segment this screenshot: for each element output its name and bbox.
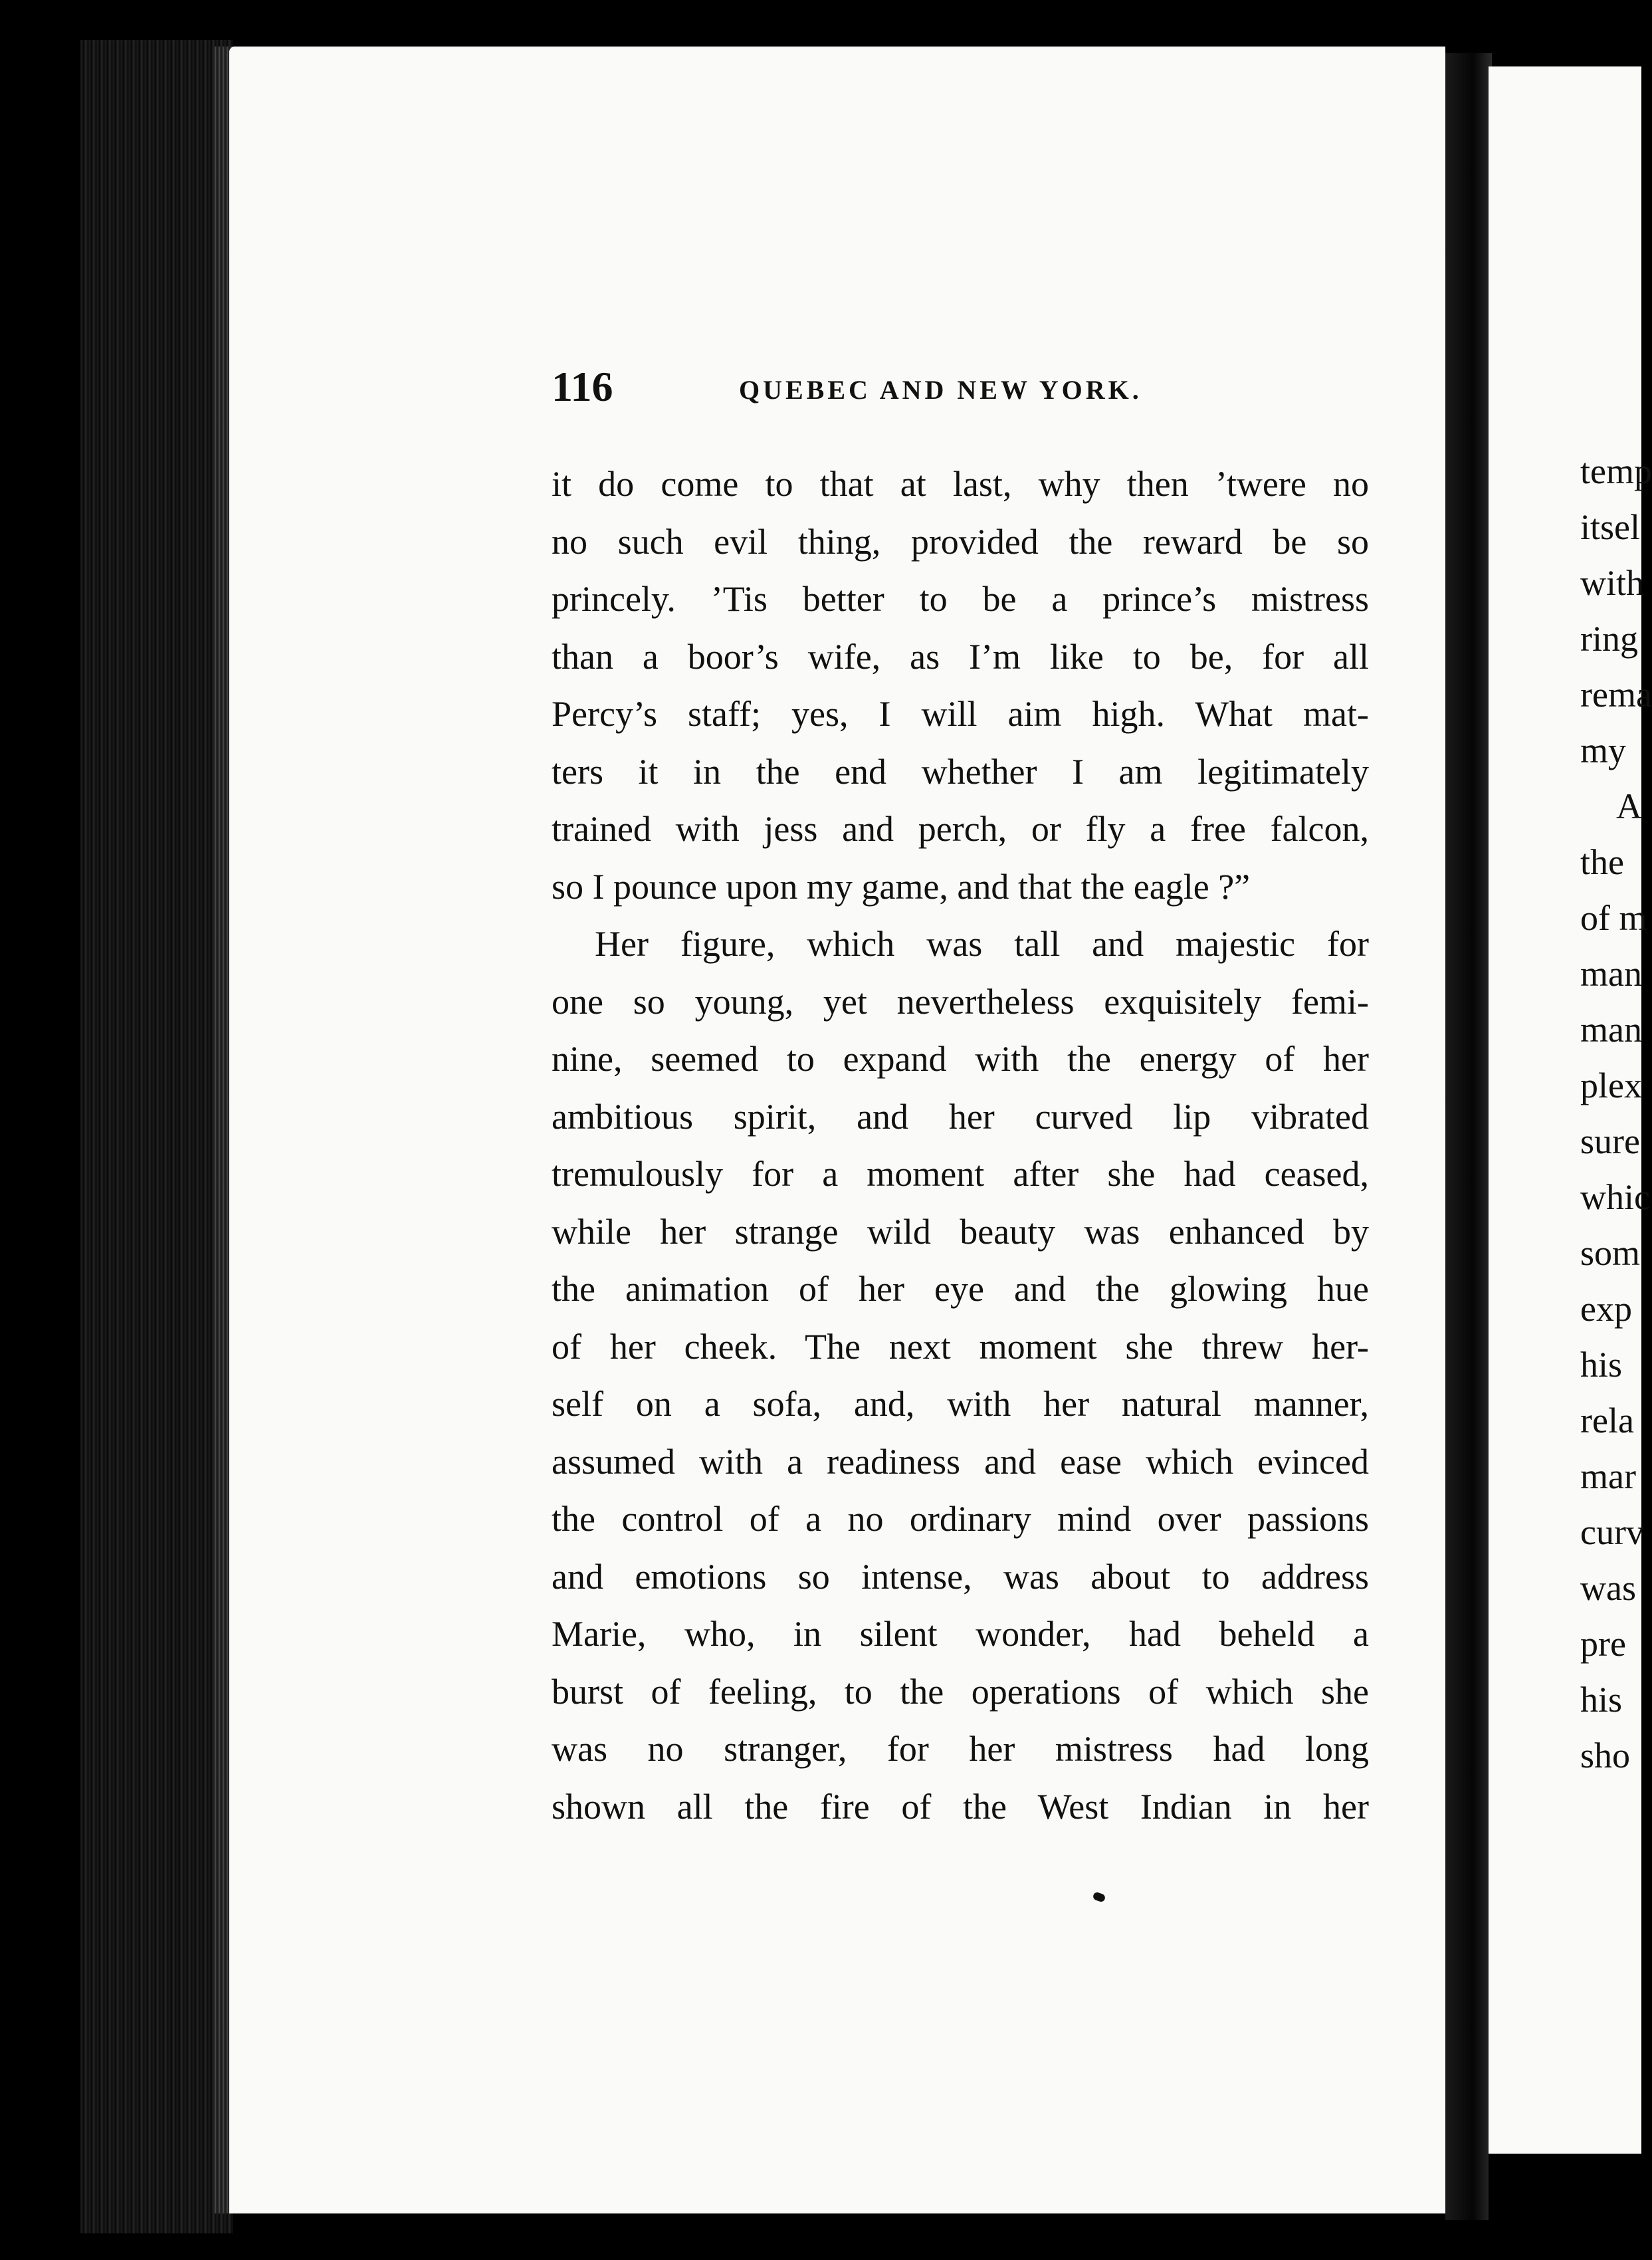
- facing-fragment: som: [1580, 1233, 1641, 1273]
- facing-fragment: A: [1616, 786, 1642, 826]
- book-spine: [80, 40, 233, 2233]
- facing-fragment: plex: [1580, 1066, 1642, 1105]
- facing-page-bottom: [1489, 2154, 1641, 2260]
- text-line: Her figure, which was tall and majestic for: [595, 924, 1369, 964]
- facing-fragment: man: [1580, 954, 1642, 994]
- facing-fragment: sure: [1580, 1121, 1640, 1161]
- text-line: while her strange wild beauty was enhanced by: [552, 1211, 1369, 1252]
- page-number: 116: [552, 363, 613, 410]
- facing-fragment: was: [1580, 1568, 1636, 1608]
- facing-fragment: curv: [1580, 1512, 1644, 1552]
- facing-fragment: whic: [1580, 1177, 1650, 1217]
- facing-fragment: mar: [1580, 1456, 1636, 1496]
- facing-fragment: of m: [1580, 898, 1647, 938]
- text-line: trained with jess and perch, or fly a free falcon,: [552, 809, 1369, 849]
- text-line: tremulously for a moment after she had ceased,: [552, 1154, 1369, 1194]
- facing-fragment: pre: [1580, 1624, 1626, 1664]
- facing-fragment: my: [1580, 731, 1627, 770]
- text-line: assumed with a readiness and ease which evinced: [552, 1441, 1369, 1482]
- facing-fragment: itsel: [1580, 507, 1640, 547]
- text-line: the control of a no ordinary mind over passions: [552, 1499, 1369, 1539]
- text-line: ambitious spirit, and her curved lip vibrated: [552, 1096, 1369, 1137]
- facing-fragment: with: [1580, 563, 1645, 603]
- facing-fragment: rela: [1580, 1401, 1634, 1440]
- running-title: QUEBEC AND NEW YORK.: [739, 375, 1142, 405]
- text-line: was no stranger, for her mistress had long: [552, 1729, 1369, 1769]
- text-line: no such evil thing, provided the reward be so: [552, 521, 1369, 562]
- facing-fragment: his: [1580, 1345, 1623, 1385]
- text-line: shown all the fire of the West Indian in her: [552, 1786, 1369, 1827]
- text-line: princely. ’Tis better to be a prince’s mistress: [552, 579, 1369, 619]
- text-line: ters it in the end whether I am legitimately: [552, 751, 1369, 792]
- facing-fragment: the: [1580, 842, 1624, 882]
- page-header: [552, 362, 1369, 422]
- text-line: nine, seemed to expand with the energy of her: [552, 1039, 1369, 1079]
- text-line: Marie, who, in silent wonder, had beheld a: [552, 1614, 1369, 1654]
- facing-fragment: temp: [1580, 451, 1652, 491]
- body-text: [552, 455, 1369, 1835]
- facing-fragment: exp: [1580, 1289, 1632, 1329]
- gutter-shadow: [1445, 53, 1492, 2220]
- facing-fragment: his: [1580, 1680, 1623, 1720]
- facing-fragment: ring: [1580, 619, 1638, 659]
- text-line: the animation of her eye and the glowing hue: [552, 1269, 1369, 1309]
- text-line: self on a sofa, and, with her natural manner,: [552, 1384, 1369, 1424]
- text-line: burst of feeling, to the operations of which she: [552, 1671, 1369, 1712]
- facing-page: [1489, 66, 1641, 2154]
- text-line: of her cheek. The next moment she threw her-: [552, 1326, 1369, 1367]
- text-line: one so young, yet nevertheless exquisitely femi-: [552, 981, 1369, 1022]
- text-line: so I pounce upon my game, and that the eagle ?”: [552, 866, 1251, 907]
- text-line: than a boor’s wife, as I’m like to be, for all: [552, 636, 1369, 677]
- text-line: it do come to that at last, why then ’twere no: [552, 464, 1369, 504]
- text-line: and emotions so intense, was about to address: [552, 1556, 1369, 1597]
- facing-fragment: man: [1580, 1010, 1642, 1050]
- facing-fragment: rema: [1580, 675, 1652, 715]
- text-line: Percy’s staff; yes, I will aim high. What mat-: [552, 694, 1369, 734]
- facing-fragment: sho: [1580, 1736, 1631, 1775]
